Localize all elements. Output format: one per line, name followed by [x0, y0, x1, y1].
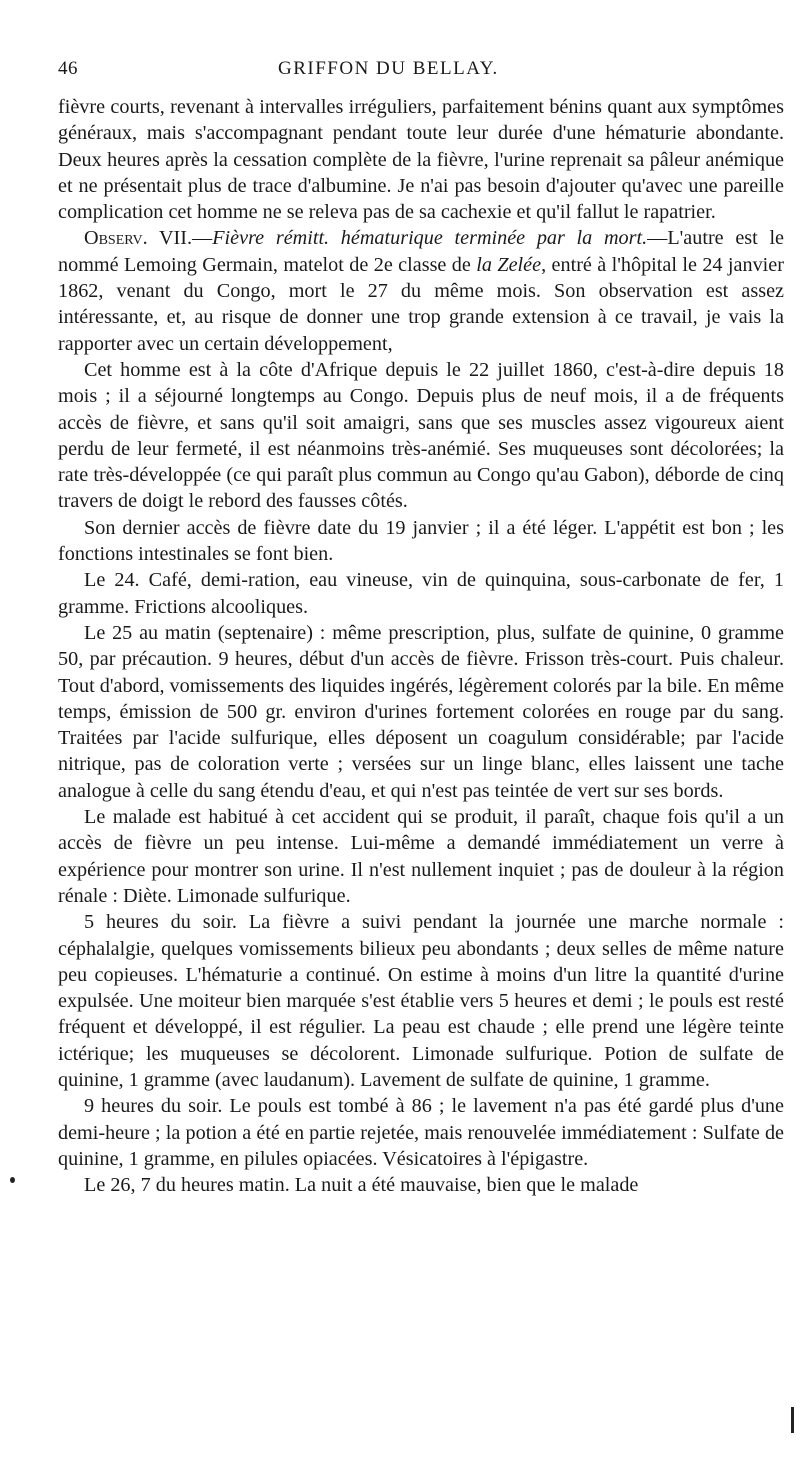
- paragraph: Le 25 au matin (septenaire) : même prescription, plus, sulfate de quinine, 0 gramme 50, par précaution. 9 heures, début d'un accès de fièvre. Frisson très-court. Puis chaleur. Tout d'abord, vomissements des liquides ingérés, légèrement colorés par la bile. En même temps, émission de 500 gr. environ d'urines fortement colorées en rouge par du sang. Traitées par l'acide sulfurique, elles déposent un coagulum considérable; par l'acide nitrique, pas de coloration verte ; versées sur un linge blanc, elles laissent une tache analogue à celle du sang étendu d'eau, et qui n'est pas teintée de vert sur ses bords.: [58, 621, 784, 802]
- paragraph: 9 heures du soir. Le pouls est tombé à 86 ; le lavement n'a pas été gardé plus d'une demi-heure ; la potion a été en partie rejetée, mais renouvelée immédiatement : Sulfate de quinine, 1 gramme, en pilules opiacées. Vésicatoires à l'épigastre.: [58, 1095, 784, 1170]
- running-title: GRIFFON DU BELLAY.: [278, 58, 499, 79]
- paragraph: Le malade est habitué à cet accident qui se produit, il paraît, chaque fois qu'il a un accès de fièvre un peu intense. Lui-même a demandé immédiatement un verre à expérience pour montrer son urine. Il n'est nullement inquiet ; pas de douleur à la région rénale : Diète. Limonade sulfurique.: [58, 806, 784, 907]
- observation-title: Fièvre rémitt. hématurique terminée par la mort.: [212, 227, 648, 250]
- page-edge-mark: [791, 1407, 794, 1433]
- book-page: [58, 58, 784, 1198]
- observation-label: Observ. VII.: [84, 227, 193, 250]
- body-text: [58, 94, 784, 1198]
- observation-dash: —: [192, 227, 213, 250]
- paragraph: Son dernier accès de fièvre date du 19 janvier ; il a été léger. L'appétit est bon ; les fonctions intestinales se font bien.: [58, 516, 784, 566]
- running-header: [58, 58, 784, 94]
- observation-text-after: , entré à l'hôpital le 24 janvier 1862, venant du Congo, mort le 27 du même mois. Son observation est assez intéressante, et, au risque de donner une trop grande extension à ce travail, je vais la rapporter avec un certain développement,: [58, 253, 784, 355]
- paragraph-trailing: Le 26, 7 du heures matin. La nuit a été mauvaise, bien que le malade: [84, 1174, 639, 1197]
- paragraph: Le 24. Café, demi-ration, eau vineuse, vin de quinquina, sous-carbonate de fer, 1 gramme. Frictions alcooliques.: [58, 569, 784, 618]
- ship-name: la Zelée: [476, 253, 542, 276]
- page-number: 46: [58, 58, 78, 79]
- paragraph-continuation: fièvre courts, revenant à intervalles irréguliers, parfaitement bénins quant aux symptômes généraux, mais s'accompagnant pendant toute leur durée d'une hématurie abondante. Deux heures après la cessation complète de la fièvre, l'urine reprenait sa pâleur anémique et ne présentait plus de trace d'albumine. Je n'ai pas besoin d'ajouter qu'avec une pareille complication cet homme ne se releva pas de sa cachexie et qu'il fallut le rapatrier.: [58, 96, 784, 224]
- paragraph: Cet homme est à la côte d'Afrique depuis le 22 juillet 1860, c'est-à-dire depuis 18 mois ; il a séjourné longtemps au Congo. Depuis plus de neuf mois, il a de fréquents accès de fièvre, et sans qu'il soit amaigri, sans que ses muscles assez vigoureux aient perdu de leur fermeté, il est néanmoins très-anémié. Ses muqueuses sont décolorées; la rate très-développée (ce qui paraît plus commun au Congo qu'au Gabon), déborde de cinq travers de doigt le rebord des fausses côtés.: [58, 358, 784, 513]
- margin-dot: [10, 1177, 15, 1183]
- paragraph: 5 heures du soir. La fièvre a suivi pendant la journée une marche normale : céphalalgie, quelques vomissements bilieux peu abondants ; deux selles de même nature peu copieuses. L'hématurie a continué. On estime à moins d'un litre la quantité d'urine expulsée. Une moiteur bien marquée s'est établie vers 5 heures et demi ; le pouls est resté fréquent et développé, il est régulier. La peau est chaude ; elle prend une légère teinte ictérique; les muqueuses se décolorent. Limonade sulfurique. Potion de sulfate de quinine, 1 gramme (avec laudanum). Lavement de sulfate de quinine, 1 gramme.: [58, 911, 784, 1091]
- observation-text-before: —L'autre est le nommé Lemoing Germain, matelot de 2e classe de: [58, 227, 785, 276]
- observation-paragraph: [58, 225, 784, 356]
